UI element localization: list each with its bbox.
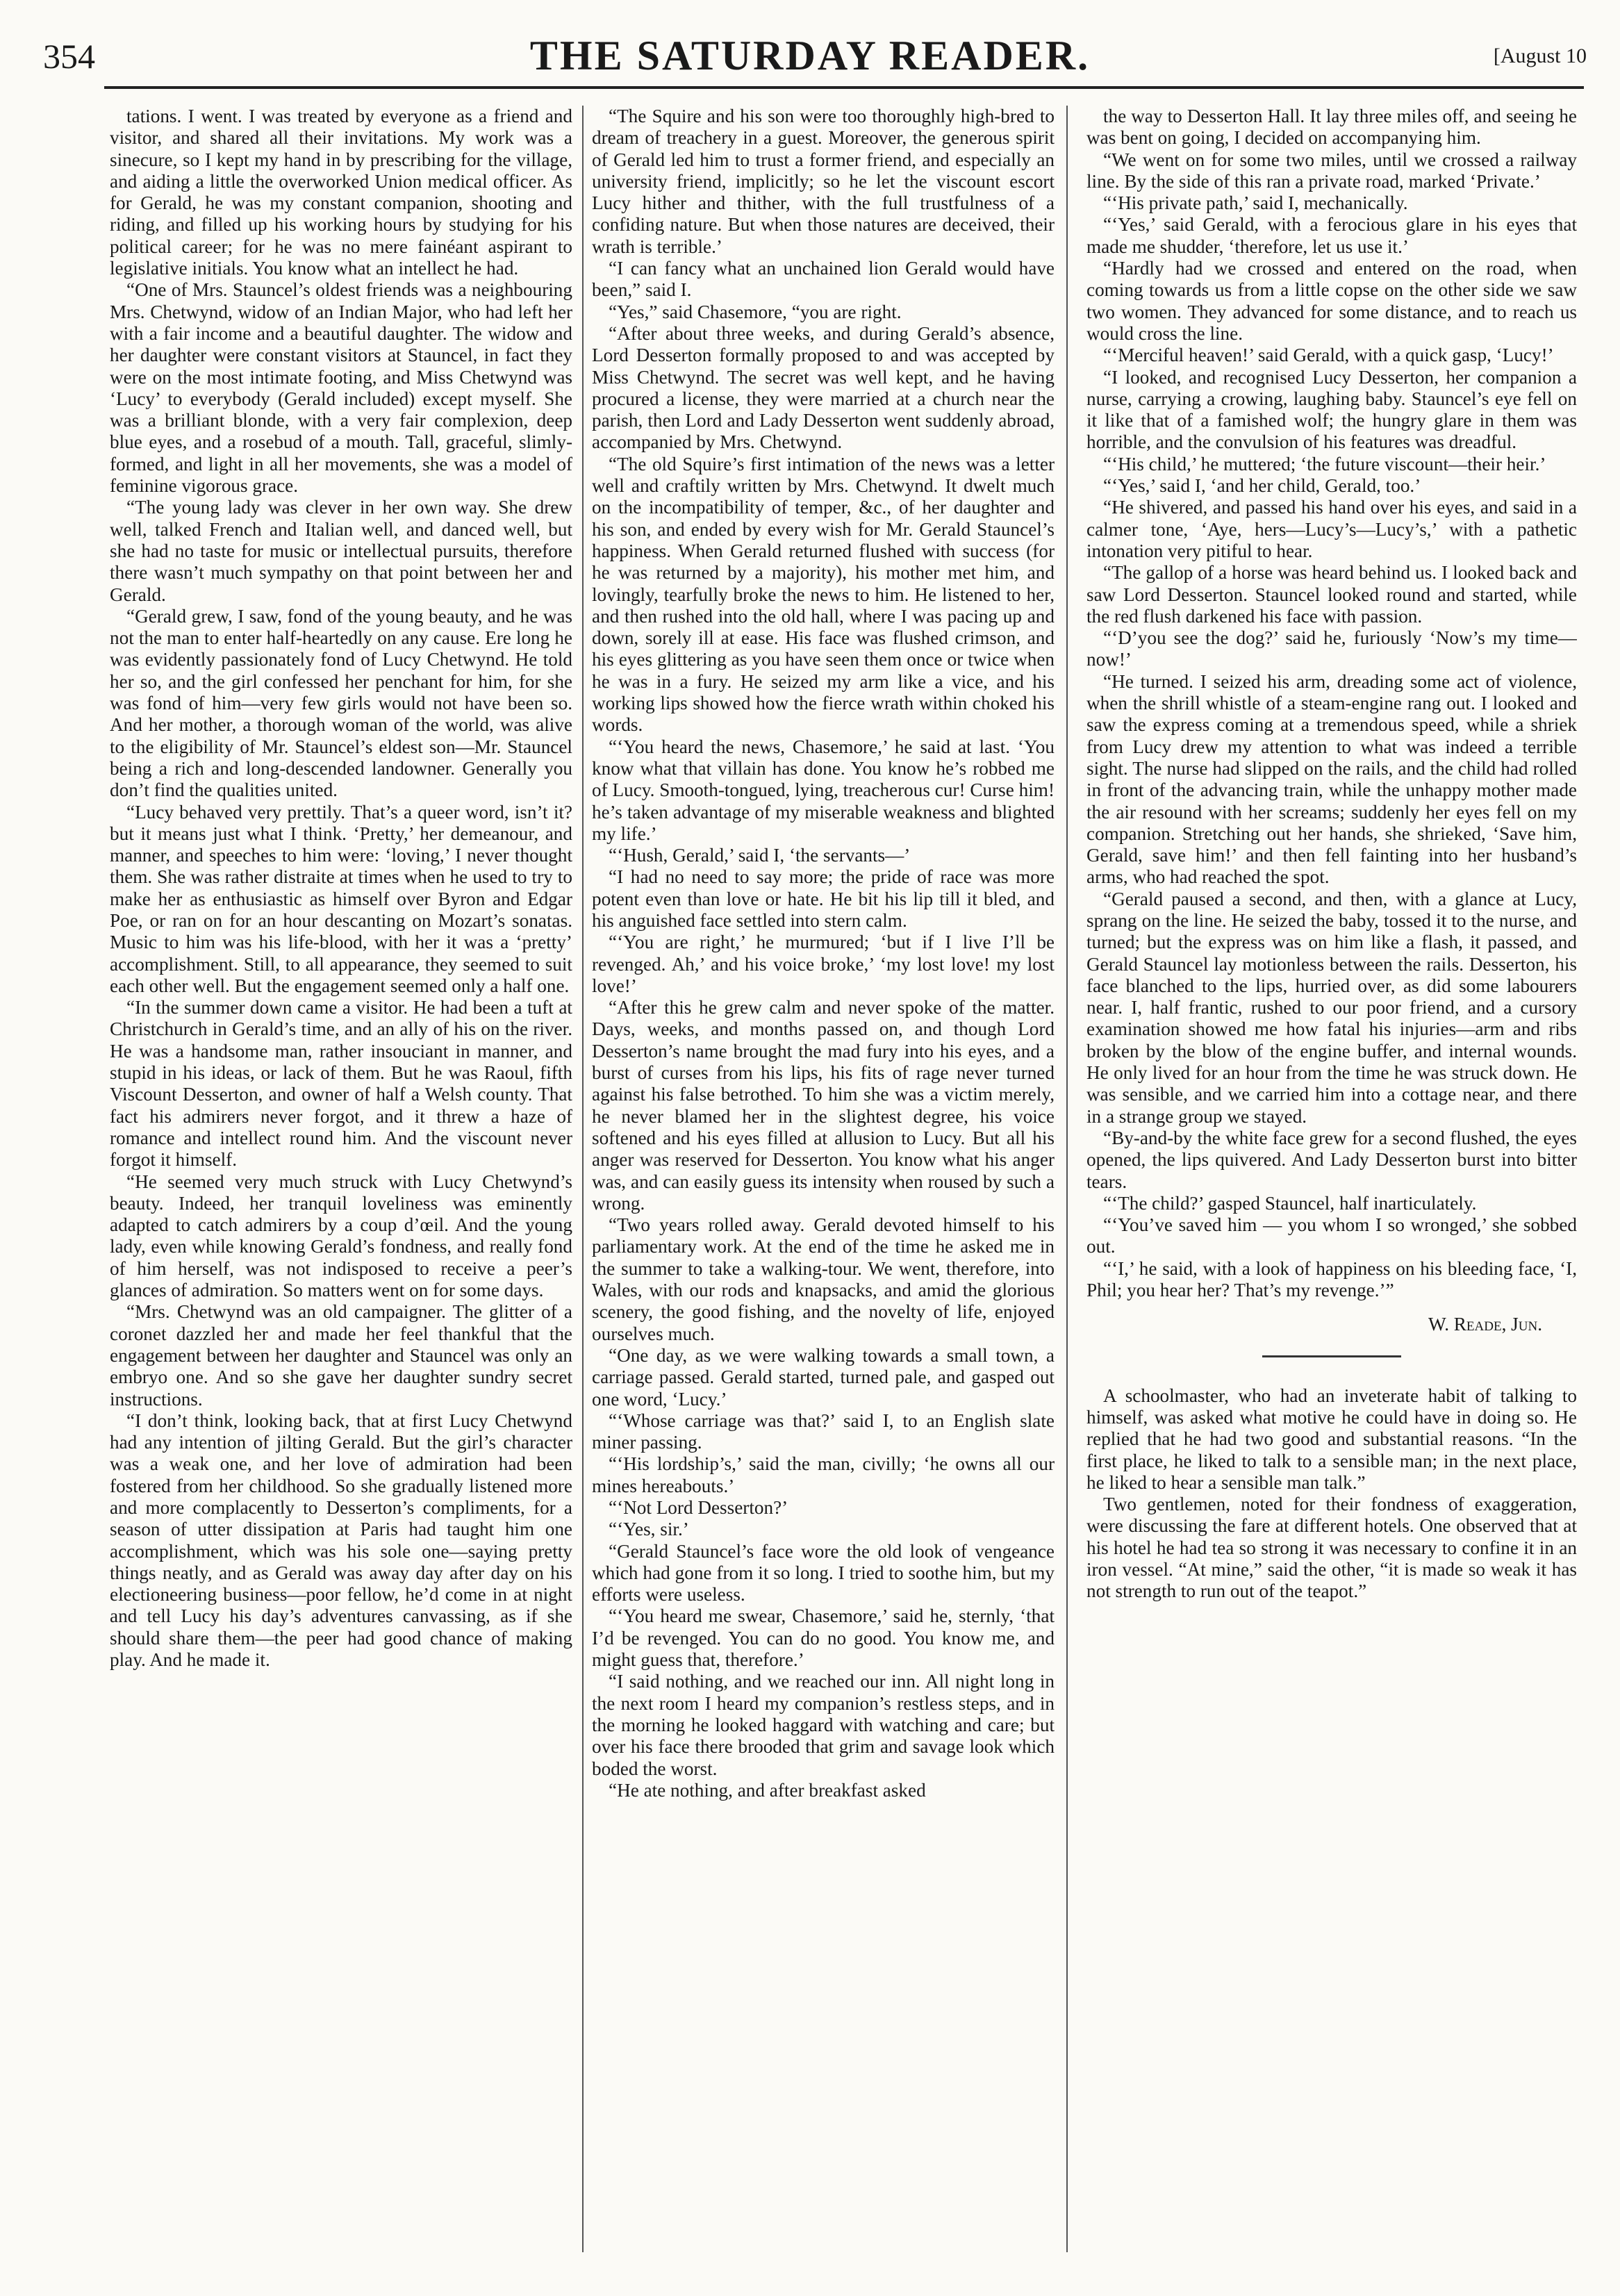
- paragraph: “‘You’ve saved him — you whom I so wronged,’ she sobbed out.: [1086, 1214, 1577, 1257]
- paragraph: “Lucy behaved very prettily. That’s a queer word, isn’t it? but it means just what I think. ‘Pretty,’ her demeanour, and manner, and speeches to him were: ‘loving,’ I never thought them. She was rather distraite at times when he used to try to make her as enthusiastic as himself over Byron and Edgar Poe, or ran on for an hour descanting on Mozart’s sonatas. Music to him was his life-blood, with her it was a ‘pretty’ accomplishment. Still, to all appearance, they seemed to suit each other well. But the engagement seemed only a half one.: [110, 801, 572, 996]
- anecdote-gentlemen: Two gentlemen, noted for their fondness of exaggeration, were discussing the fare at different hotels. One observed that at his hotel he had tea so strong it was necessary to confine it in an iron vessel. “At mine,” said the other, “it is made so weak it has not strength to run out of the teapot.”: [1086, 1494, 1577, 1602]
- paragraph: “After this he grew calm and never spoke of the matter. Days, weeks, and months passed on, and though Lord Desserton’s name brought the mad fury into his eyes, and a burst of curses from his lips, his fits of rage never turned against his false betrothed. To him she was a victim merely, he never blamed her in the slightest degree, his voice softened and his eyes filled at allusion to Lucy. But all his anger was reserved for Desserton. You know what his anger was, and can easily guess its intensity when roused by such a wrong.: [592, 997, 1055, 1214]
- issue-date: [August 10: [1493, 44, 1587, 67]
- paragraph: “Gerald Stauncel’s face wore the old look of vengeance which had gone from it so long. I tried to soothe him, but my efforts were useless.: [592, 1540, 1055, 1605]
- page-number: 354: [43, 37, 95, 76]
- paragraph: “‘D’you see the dog?’ said he, furiously ‘Now’s my time—now!’: [1086, 627, 1577, 670]
- paragraph: “Mrs. Chetwynd was an old campaigner. The glitter of a coronet dazzled her and made her feel thankful that the engagement between her daughter and Stauncel was only an embryo one. And so she gave her daughter sundry secret instructions.: [110, 1301, 572, 1410]
- paragraph: “After about three weeks, and during Gerald’s absence, Lord Desserton formally proposed to and was accepted by Miss Chetwynd. The secret was well kept, and he having procured a license, they were married at a church near the parish, then Lord and Lady Desserton went suddenly abroad, accompanied by Mrs. Chetwynd.: [592, 322, 1055, 453]
- paragraph: “Hardly had we crossed and entered on the road, when coming towards us from a little copse on the other side we saw two women. They advanced for some distance, and to reach us would cross the line.: [1086, 258, 1577, 344]
- paragraph: “‘Yes,’ said Gerald, with a ferocious glare in his eyes that made me shudder, ‘therefore, let us use it.’: [1086, 214, 1577, 257]
- paragraph: “‘You heard me swear, Chasemore,’ said he, sternly, ‘that I’d be revenged. You can do no good. You know me, and might guess that, therefore.’: [592, 1605, 1055, 1671]
- paragraph: “Gerald paused a second, and then, with a glance at Lucy, sprang on the line. He seized the baby, tossed it to the nurse, and turned; but the express was on him like a flash, it passed, and Gerald Stauncel lay motionless between the rails. Desserton, his face blanched to the lips, hurried over, as did some labourers near. I, half frantic, rushed to our poor friend, and a cursory examination showed me how fatal his injuries—arm and ribs broken by the blow of the engine buffer, and internal wounds. He only lived for an hour from the time he was struck down. He was sensible, and we carried him into a cottage near, and there in a strange group we stayed.: [1086, 888, 1577, 1127]
- paragraph: “‘Yes,’ said I, ‘and her child, Gerald, too.’: [1103, 475, 1421, 497]
- header-rule: [104, 86, 1584, 89]
- paragraph: “In the summer down came a visitor. He had been a tuft at Christchurch in Gerald’s time, and an ally of his on the river. He was a handsome man, rather insouciant in manner, and stupid in his ideas, or lack of them. But he was Raoul, fifth Viscount Desserton, and owner of half a Welsh county. That fact his admirers never forgot, and it threw a haze of romance and intellect round him. And the viscount never forgot it himself.: [110, 997, 572, 1171]
- anecdote-schoolmaster: A schoolmaster, who had an inveterate habit of talking to himself, was asked what motive he could have in doing so. He replied that he had two good and substantial reasons. “In the first place, he liked to talk to a sensible man; in the next place, he liked to hear a sensible man talk.”: [1086, 1385, 1577, 1493]
- column-divider: [582, 106, 584, 2252]
- paragraph: “‘I,’ he said, with a look of happiness on his bleeding face, ‘I, Phil; you hear her? That’s my revenge.’”: [1086, 1257, 1577, 1301]
- paragraph: “One of Mrs. Stauncel’s oldest friends was a neighbouring Mrs. Chetwynd, widow of an Indian Major, who had left her with a fair income and a beautiful daughter. The widow and her daughter were constant visitors at Stauncel, in fact they were on the most intimate footing, and Miss Chetwynd was ‘Lucy’ to everybody (Gerald included) except myself. She was a brilliant blonde, with a very fair complexion, deep blue eyes, and a rosebud of a mouth. Tall, graceful, slimly-formed, and light in all her movements, she was a model of feminine vigorous grace.: [110, 279, 572, 497]
- paragraph: “We went on for some two miles, until we crossed a railway line. By the side of this ran a private road, marked ‘Private.’: [1086, 149, 1577, 192]
- column-divider: [1066, 106, 1068, 2252]
- paragraph: “He shivered, and passed his hand over his eyes, and said in a calmer tone, ‘Aye, hers—Lucy’s—Lucy’s,’ with a pathetic intonation very pitiful to hear.: [1086, 497, 1577, 561]
- paragraph: “I don’t think, looking back, that at first Lucy Chetwynd had any intention of jilting Gerald. But the girl’s character was a weak one, and her love of admiration had been fostered from her childhood. So she gradually listened more and more complacently to Desserton’s compliments, for a season of utter dissipation at Paris had taught him one accomplishment, which was his sole one—saying pretty things neatly, and as Gerald was away day after day on his electioneering business—poor fellow, he’d come in at night and tell Lucy his day’s adventures canvassing, as if she should share them—the peer had good chance of making play. And he made it.: [110, 1410, 572, 1671]
- paragraph: “The young lady was clever in her own way. She drew well, talked French and Italian well, and danced well, but she had no taste for music or intellectual pursuits, therefore there wasn’t much sympathy on that point between her and Gerald.: [110, 497, 572, 605]
- section-rule: [1262, 1355, 1401, 1357]
- paragraph: “One day, as we were walking towards a small town, a carriage passed. Gerald started, turned pale, and gasped out one word, ‘Lucy.’: [592, 1344, 1055, 1410]
- paragraph: “‘His private path,’ said I, mechanically.: [1103, 192, 1408, 214]
- paragraph: “I said nothing, and we reached our inn. All night long in the next room I heard my companion’s restless steps, and in the morning he looked haggard with watching and care; but over his face there brooded that grim and savage look which boded the worst.: [592, 1671, 1055, 1779]
- paragraph: “‘You are right,’ he murmured; ‘but if I live I’ll be revenged. Ah,’ and his voice broke,’ ‘my lost love! my lost love!’: [592, 932, 1055, 996]
- author-signature: W. Reade, Jun.: [1428, 1314, 1542, 1335]
- paragraph: “I had no need to say more; the pride of race was more potent even than love or hate. He bit his lip till it bled, and his anguished face settled into stern calm.: [592, 866, 1055, 931]
- paragraph: “He turned. I seized his arm, dreading some act of violence, when the shrill whistle of a steam-engine rang out. I looked and saw the express coming at a tremendous speed, while a shriek from Lucy drew my attention to what was indeed a terrible sight. The nurse had slipped on the rails, and the child had rolled in front of the advancing train, while the unhappy mother made the air resound with her screams; suddenly her eyes fell on my companion. Stretching out her hands, she shrieked, ‘Save him, Gerald, save him!’ and then fell fainting into her husband’s arms, who had reached the spot.: [1086, 670, 1577, 888]
- paragraph: “‘You heard the news, Chasemore,’ he said at last. ‘You know what that villain has done. You know he’s robbed me of Lucy. Smooth-tongued, lying, treacherous cur! Curse him! he’s taken advantage of my miserable weakness and blighted my life.’: [592, 736, 1055, 844]
- column-3: [1086, 106, 1577, 2277]
- paragraph: the way to Desserton Hall. It lay three miles off, and seeing he was bent on going, I decided on accompanying him.: [1086, 106, 1577, 149]
- paragraph: “‘His lordship’s,’ said the man, civilly; ‘he owns all our mines hereabouts.’: [592, 1453, 1055, 1496]
- paragraph: “‘His child,’ he muttered; ‘the future viscount—their heir.’: [1103, 453, 1546, 474]
- paragraph: “‘Yes, sir.’: [609, 1519, 689, 1540]
- column-2: [592, 106, 1055, 2277]
- column-1: [110, 106, 572, 2277]
- paragraph: “‘Merciful heaven!’ said Gerald, with a quick gasp, ‘Lucy!’: [1103, 345, 1554, 366]
- paragraph: “By-and-by the white face grew for a second flushed, the eyes opened, the lips quivered. And Lady Desserton burst into bitter tears.: [1086, 1127, 1577, 1192]
- paragraph: “The Squire and his son were too thoroughly high-bred to dream of treachery in a guest. Moreover, the generous spirit of Gerald led him to trust a former friend, and especially an university friend, implicitly; so he let the viscount escort Lucy hither and thither, with the full trustfulness of a confiding nature. But when those natures are deceived, their wrath is terrible.’: [592, 106, 1055, 257]
- paragraph: “The old Squire’s first intimation of the news was a letter well and craftily written by Mrs. Chetwynd. It dwelt much on the incompatibility of temper, &c., of her daughter and his son, and ended by every wish for Mr. Gerald Stauncel’s happiness. When Gerald returned flushed with success (for he was returned by a majority), his mother met him, and lovingly, tearfully broke the news to him. He listened to her, and then rushed into the old hall, where I was pacing up and down, sorely ill at ease. His face was flushed crimson, and his eyes glittering as you have seen them once or twice when he was in a fury. He seized my arm like a vice, and his working lips showed how the fierce wrath within choked his words.: [592, 453, 1055, 736]
- paragraph: tations. I went. I was treated by everyone as a friend and visitor, and shared all their invitations. My work was a sinecure, so I kept my hand in by prescribing for the village, and aiding a little the overworked Union medical officer. As for Gerald, he was my constant companion, shooting and riding, and filled up his working hours by studying for his political career; for he was no mere fainéant aspirant to legislative initials. You know what an intellect he had.: [110, 106, 572, 279]
- page-header: [0, 0, 1620, 83]
- masthead-title: THE SATURDAY READER.: [529, 33, 1091, 79]
- story-conclusion: [1086, 106, 1577, 1301]
- paragraph: “The gallop of a horse was heard behind us. I looked back and saw Lord Desserton. Stauncel looked round and started, while the red flush darkened his face with passion.: [1086, 562, 1577, 627]
- paragraph: “He ate nothing, and after breakfast asked: [609, 1779, 926, 1801]
- paragraph: “I looked, and recognised Lucy Desserton, her companion a nurse, carrying a crowing, laughing baby. Stauncel’s eye fell on it like that of a famished wolf; the hungry glare in them was horrible, and the convulsion of his features was dreadful.: [1086, 366, 1577, 453]
- paragraph: “‘Not Lord Desserton?’: [609, 1497, 788, 1518]
- paragraph: “Two years rolled away. Gerald devoted himself to his parliamentary work. At the end of the time he asked me in the summer to take a walking-tour. We went, therefore, into Wales, with our rods and knapsacks, and amid the glorious scenery, the good fishing, and the novelty of life, enjoyed ourselves much.: [592, 1214, 1055, 1344]
- paragraph: “‘The child?’ gasped Stauncel, half inarticulately.: [1103, 1192, 1477, 1214]
- paragraph: “Yes,” said Chasemore, “you are right.: [609, 301, 902, 322]
- paragraph: “‘Whose carriage was that?’ said I, to an English slate miner passing.: [592, 1410, 1055, 1453]
- paragraph: “Gerald grew, I saw, fond of the young beauty, and he was not the man to enter half-heartedly on any cause. Ere long he was evidently passionately fond of Lucy Chetwynd. He told her so, and the girl confessed her penchant for him, for she was fond of him—very few girls would not have been so. And her mother, a thorough woman of the world, was alive to the eligibility of Mr. Stauncel’s eldest son—Mr. Stauncel being a rich and long-descended landowner. Generally you don’t find the qualities united.: [110, 605, 572, 801]
- paragraph: “He seemed very much struck with Lucy Chetwynd’s beauty. Indeed, her tranquil loveliness was eminently adapted to catch admirers by a coup d’œil. And the young lady, even while knowing Gerald’s fondness, and really fond of him herself, was not indisposed to receive a peer’s glances of admiration. So matters went on for some days.: [110, 1171, 572, 1301]
- paragraph: “I can fancy what an unchained lion Gerald would have been,” said I.: [592, 258, 1055, 301]
- paragraph: “‘Hush, Gerald,’ said I, ‘the servants—’: [609, 845, 911, 866]
